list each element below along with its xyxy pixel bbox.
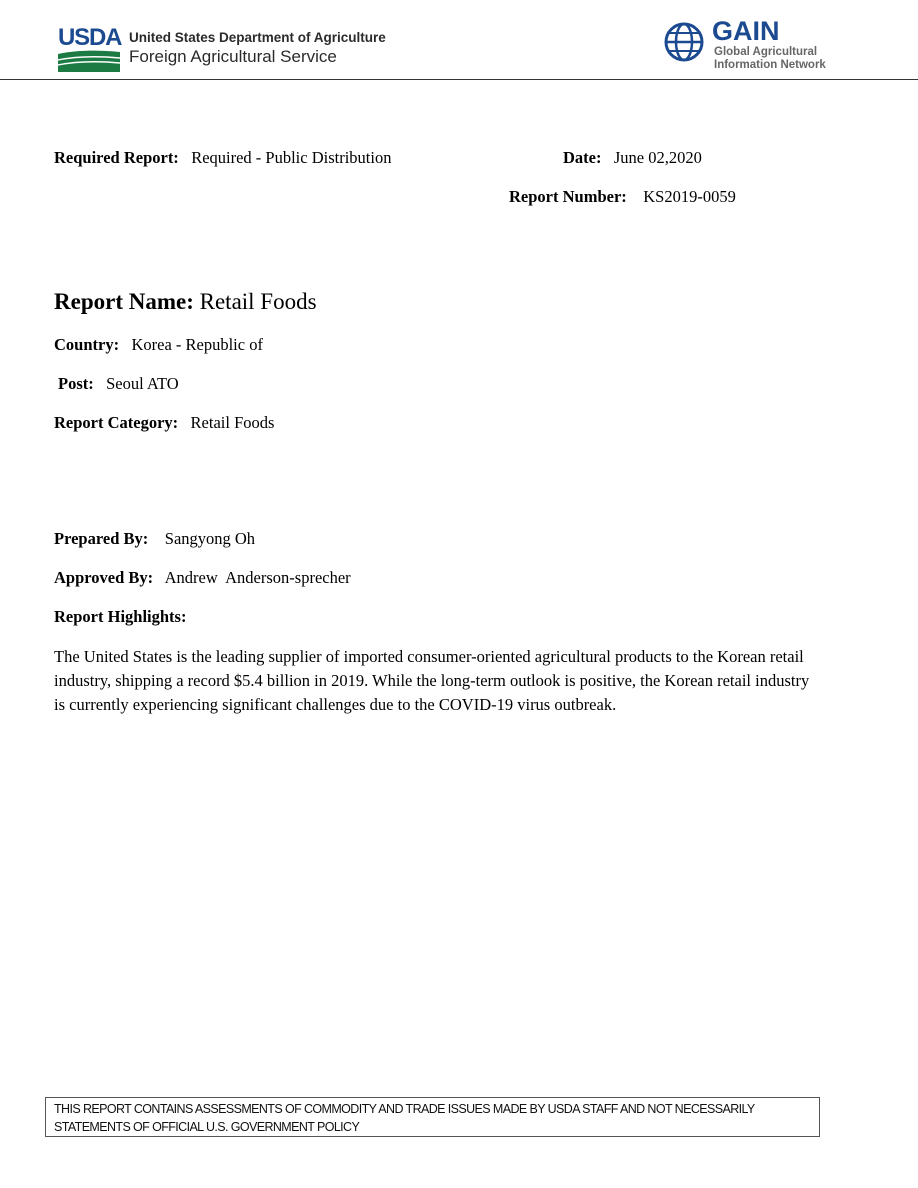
report-number-label: Report Number: — [509, 187, 627, 206]
disclaimer-line1: THIS REPORT CONTAINS ASSESSMENTS OF COMMODITY AND TRADE ISSUES MADE BY USDA STAFF AND NOT NECESSARILY — [54, 1102, 755, 1116]
header-divider — [0, 79, 918, 80]
approved-by-row — [54, 568, 351, 588]
disclaimer-line2: STATEMENTS OF OFFICIAL U.S. GOVERNMENT POLICY — [54, 1120, 360, 1134]
post-row — [58, 374, 179, 394]
usda-logo-text: USDA — [58, 24, 122, 51]
report-category-value: Retail Foods — [190, 413, 275, 432]
country-value: Korea - Republic of — [131, 335, 263, 354]
gain-subtitle-line1: Global Agricultural — [714, 46, 818, 58]
gain-title: GAIN — [712, 16, 780, 46]
required-report-value: Required - Public Distribution — [191, 148, 392, 167]
prepared-by-row — [54, 529, 255, 549]
report-number-row — [509, 187, 736, 207]
post-value: Seoul ATO — [106, 374, 179, 393]
required-report-label: Required Report: — [54, 148, 179, 167]
usda-logo — [58, 26, 124, 72]
disclaimer-box — [45, 1097, 820, 1137]
department-name: United States Department of Agriculture — [129, 30, 386, 45]
required-report-row — [54, 148, 391, 168]
report-number-value: KS2019-0059 — [643, 187, 736, 206]
country-row — [54, 335, 263, 355]
approved-by-label: Approved By: — [54, 568, 154, 587]
prepared-by-label: Prepared By: — [54, 529, 149, 548]
gain-subtitle-line2: Information Network — [714, 59, 826, 71]
report-category-label: Report Category: — [54, 413, 179, 432]
report-highlights-text: The United States is the leading supplier of imported consumer-oriented agricultural products to the Korean retail industry, shipping a record $5.4 billion in 2019. While the long-term outlook is positive, the Korean retail industry is currently experiencing significant challenges due to the COVID-19 virus outbreak. — [54, 647, 810, 714]
globe-icon — [664, 22, 704, 62]
date-label: Date: — [563, 148, 602, 167]
report-category-row — [54, 413, 274, 433]
date-value: June 02,2020 — [613, 148, 702, 167]
usda-field-icon — [58, 50, 124, 72]
post-label: Post: — [58, 374, 94, 393]
report-name-heading — [54, 289, 317, 315]
report-highlights-label: Report Highlights: — [54, 607, 187, 626]
date-row — [563, 148, 702, 168]
country-label: Country: — [54, 335, 120, 354]
approved-by-value: Andrew Anderson-sprecher — [164, 568, 351, 587]
report-name-value: Retail Foods — [199, 289, 317, 314]
prepared-by-value: Sangyong Oh — [164, 529, 256, 548]
agency-name: Foreign Agricultural Service — [129, 47, 337, 66]
report-name-label: Report Name: — [54, 289, 194, 314]
